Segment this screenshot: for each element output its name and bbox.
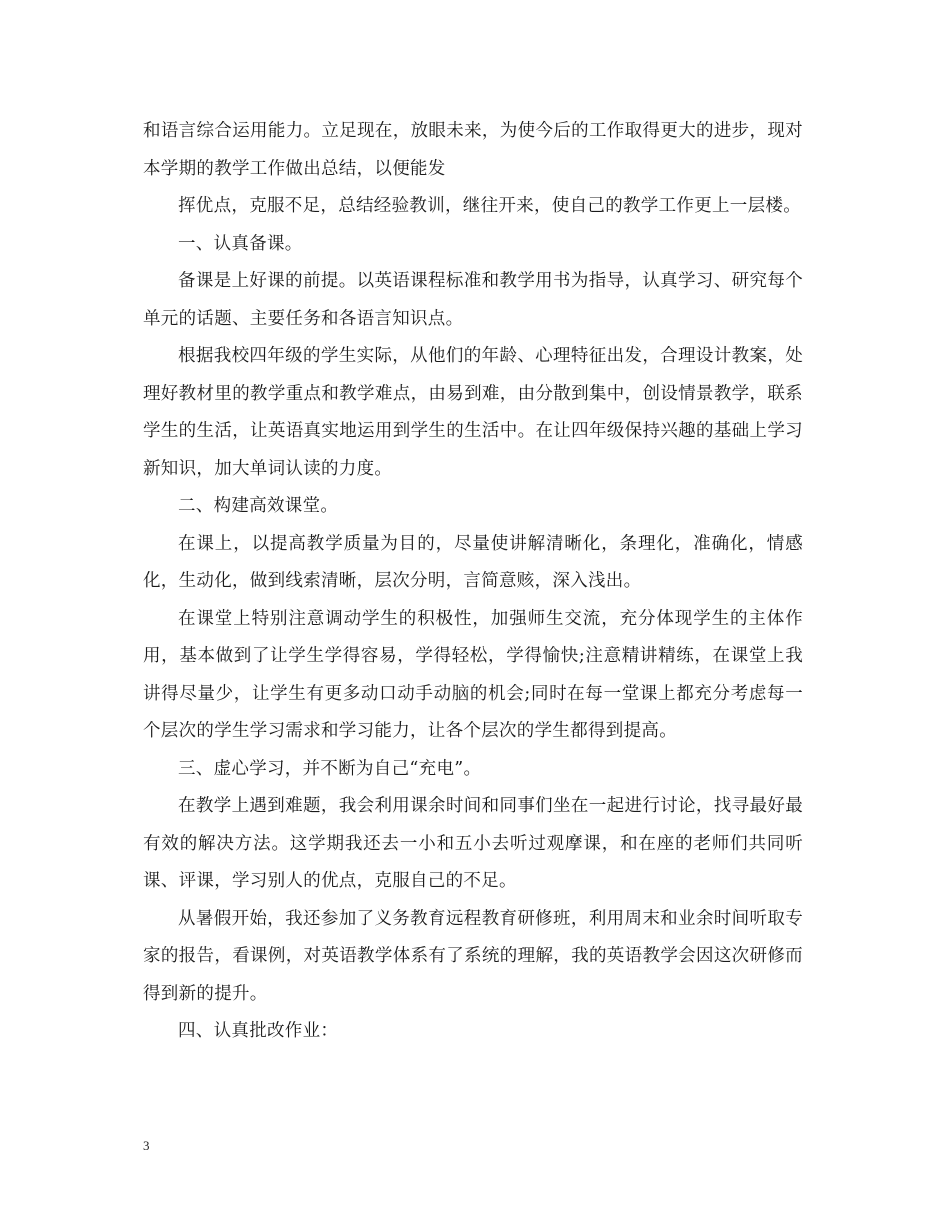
- paragraph: 在课堂上特别注意调动学生的积极性，加强师生交流，充分体现学生的主体作用，基本做到了让学生学得容易，学得轻松，学得愉快;注意精讲精练，在课堂上我讲得尽量少，让学生有更多动口动手动脑的机会;同时在每一堂课上都充分考虑每一个层次的学生学习需求和学习能力，让各个层次的学生都得到提高。: [143, 608, 803, 741]
- paragraph: 挥优点，克服不足，总结经验教训，继往开来，使自己的教学工作更上一层楼。: [178, 196, 801, 216]
- section-heading: 三、虚心学习，并不断为自己“充电”。: [178, 758, 482, 779]
- paragraph: 在课上，以提高教学质量为目的，尽量使讲解清晰化，条理化，准确化，情感化，生动化，做到线索清晰，层次分明，言简意赅，深入浅出。: [143, 533, 803, 591]
- page-number: 3: [143, 1138, 150, 1153]
- paragraph: 备课是上好课的前提。以英语课程标准和教学用书为指导，认真学习、研究每个单元的话题、主要任务和各语言知识点。: [143, 271, 803, 329]
- document-body: [143, 113, 803, 1051]
- paragraph: 从暑假开始，我还参加了义务教育远程教育研修班，利用周末和业余时间听取专家的报告，看课例，对英语教学体系有了系统的理解，我的英语教学会因这次研修而得到新的提升。: [143, 908, 803, 1004]
- section-heading: 四、认真批改作业：: [178, 1021, 339, 1041]
- section-heading: 一、认真备课。: [178, 233, 303, 254]
- paragraph: 在教学上遇到难题，我会利用课余时间和同事们坐在一起进行讨论，找寻最好最有效的解决方法。这学期我还去一小和五小去听过观摩课，和在座的老师们共同听课、评课，学习别人的优点，克服自己的不足。: [143, 796, 803, 891]
- paragraph: 根据我校四年级的学生实际，从他们的年龄、心理特征出发，合理设计教案，处理好教材里的教学重点和教学难点，由易到难，由分散到集中，创设情景教学，联系学生的生活，让英语真实地运用到学生的生活中。在让四年级保持兴趣的基础上学习新知识，加大单词认读的力度。: [143, 346, 803, 479]
- section-heading: 二、构建高效课堂。: [178, 496, 339, 516]
- paragraph: 和语言综合运用能力。立足现在，放眼未来，为使今后的工作取得更大的进步，现对本学期的教学工作做出总结，以便能发: [143, 121, 803, 179]
